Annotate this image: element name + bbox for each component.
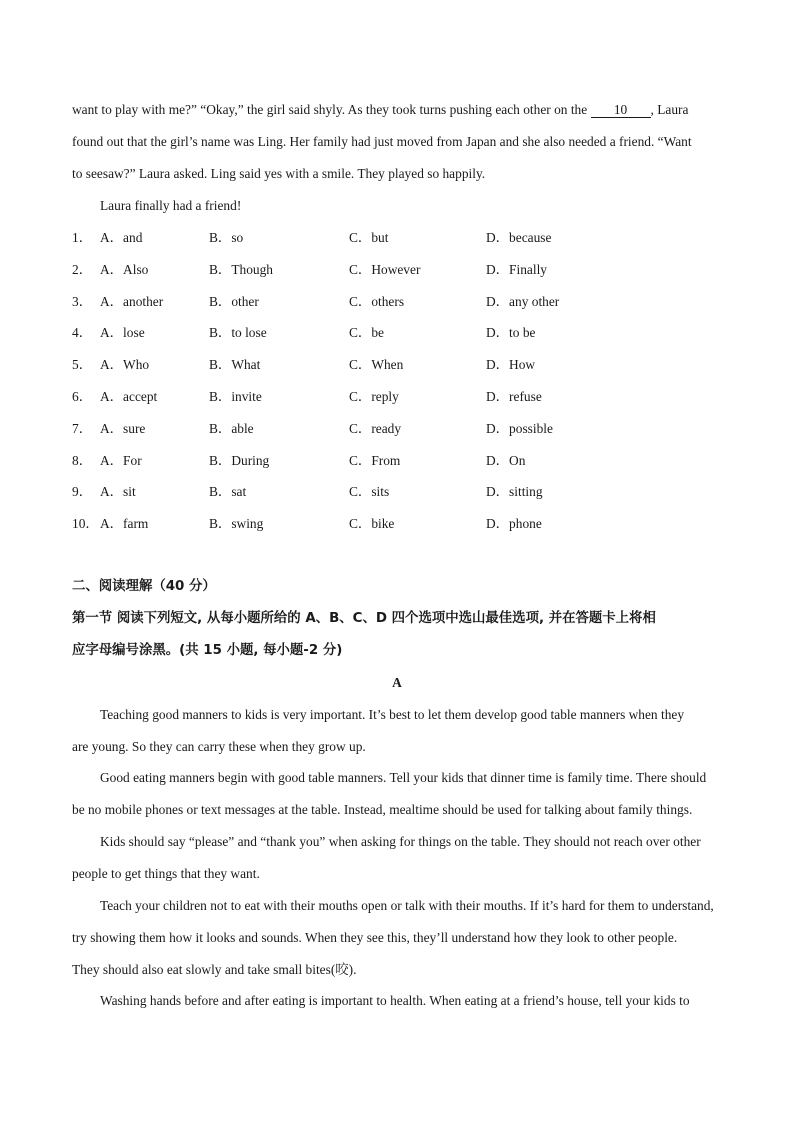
section-instruction: 应字母编号涂黑。(共 15 小题, 每小题-2 分) bbox=[72, 643, 343, 658]
option-d[interactable]: D．possible bbox=[486, 420, 553, 436]
question-row bbox=[72, 261, 632, 279]
option-a[interactable]: A．farm bbox=[100, 516, 149, 532]
option-b[interactable]: B．invite bbox=[209, 389, 262, 404]
option-b[interactable]: B．able bbox=[209, 420, 254, 436]
passage-line: Good eating manners begin with good table manners. Tell your kids that dinner time is family time. There should bbox=[100, 770, 707, 785]
option-d[interactable]: D．How bbox=[486, 357, 536, 373]
passage-line: try showing them how it looks and sounds. When they see this, they’ll understand how they look to other people. bbox=[72, 930, 678, 945]
option-b[interactable]: B．Though bbox=[209, 261, 273, 277]
passage-line: to seesaw?” Laura asked. Ling said yes with a smile. They played so happily. bbox=[72, 166, 486, 181]
question-number: 1． bbox=[72, 230, 93, 245]
option-c[interactable]: C．bike bbox=[349, 516, 395, 532]
question-number: 4． bbox=[72, 325, 93, 341]
option-b[interactable]: B．other bbox=[209, 293, 259, 309]
option-c[interactable]: C．but bbox=[349, 230, 389, 245]
question-row bbox=[72, 388, 632, 406]
option-c[interactable]: C．others bbox=[349, 293, 405, 309]
section-instruction: 第一节 阅读下列短文, 从每小题所给的 A、B、C、D 四个选项中选山最佳选项, 并在答题卡上将相 bbox=[72, 611, 656, 626]
option-a[interactable]: A．accept bbox=[100, 389, 158, 404]
option-d[interactable]: D．sitting bbox=[486, 484, 543, 500]
question-number: 7． bbox=[72, 420, 93, 436]
option-a[interactable]: A．and bbox=[100, 230, 143, 245]
option-b[interactable]: B．sat bbox=[209, 484, 247, 500]
passage-label: A bbox=[392, 675, 402, 690]
question-row bbox=[72, 324, 632, 342]
passage-text: want to play with me?” “Okay,” the girl said shyly. As they took turns pushing each other on the bbox=[72, 102, 591, 117]
passage-line: Kids should say “please” and “thank you” when asking for things on the table. They should not reach over other bbox=[100, 834, 701, 849]
option-a[interactable]: A．sure bbox=[100, 420, 146, 436]
passage-line: Laura finally had a friend! bbox=[100, 198, 242, 213]
option-c[interactable]: C．From bbox=[349, 452, 401, 468]
passage-line: found out that the girl’s name was Ling. Her family had just moved from Japan and she also needed a friend. “Want bbox=[72, 134, 692, 149]
option-b[interactable]: B．What bbox=[209, 357, 261, 373]
section-title: 二、阅读理解（40 分） bbox=[72, 579, 216, 594]
option-b[interactable]: B．During bbox=[209, 452, 270, 468]
question-number: 8． bbox=[72, 452, 93, 468]
question-row bbox=[72, 452, 632, 470]
option-d[interactable]: D．because bbox=[486, 230, 552, 245]
passage-line: are young. So they can carry these when they grow up. bbox=[72, 739, 366, 754]
option-a[interactable]: A．For bbox=[100, 452, 142, 468]
question-row bbox=[72, 293, 632, 311]
question-number: 2． bbox=[72, 261, 93, 277]
question-row bbox=[72, 356, 632, 374]
answer-blank[interactable]: 10 bbox=[591, 103, 651, 118]
passage-text: , Laura bbox=[650, 102, 689, 117]
option-a[interactable]: A．sit bbox=[100, 484, 136, 500]
option-b[interactable]: B．swing bbox=[209, 516, 264, 532]
option-c[interactable]: C．reply bbox=[349, 389, 399, 404]
question-number: 3． bbox=[72, 293, 93, 309]
option-c[interactable]: C．sits bbox=[349, 484, 390, 500]
question-number: 9． bbox=[72, 484, 93, 500]
passage-line: Teaching good manners to kids is very important. It’s best to let them develop good table manners when they bbox=[100, 707, 685, 722]
passage-line: Washing hands before and after eating is important to health. When eating at a friend’s house, tell your kids to bbox=[100, 993, 690, 1008]
option-a[interactable]: A．Who bbox=[100, 357, 150, 373]
question-row bbox=[72, 229, 632, 247]
question-number: 5． bbox=[72, 357, 93, 373]
passage-line: Teach your children not to eat with their mouths open or talk with their mouths. If it’s hard for them to understand, bbox=[100, 898, 714, 913]
question-row bbox=[72, 515, 632, 533]
question-number: 6． bbox=[72, 389, 93, 404]
option-d[interactable]: D．to be bbox=[486, 325, 536, 341]
passage-line: people to get things that they want. bbox=[72, 866, 260, 881]
option-c[interactable]: C．However bbox=[349, 261, 421, 277]
option-d[interactable]: D．Finally bbox=[486, 261, 548, 277]
option-c[interactable]: C．When bbox=[349, 357, 404, 373]
option-a[interactable]: A．Also bbox=[100, 261, 149, 277]
question-row bbox=[72, 483, 632, 501]
option-d[interactable]: D．any other bbox=[486, 293, 560, 309]
passage-line: They should also eat slowly and take small bites(咬). bbox=[72, 962, 357, 977]
option-a[interactable]: A．lose bbox=[100, 325, 145, 341]
option-d[interactable]: D．refuse bbox=[486, 389, 542, 404]
question-number: 10． bbox=[72, 516, 99, 532]
passage-line bbox=[72, 101, 688, 119]
option-c[interactable]: C．be bbox=[349, 325, 384, 341]
option-c[interactable]: C．ready bbox=[349, 420, 402, 436]
option-d[interactable]: D．phone bbox=[486, 516, 542, 532]
option-b[interactable]: B．so bbox=[209, 230, 244, 245]
option-a[interactable]: A．another bbox=[100, 293, 164, 309]
option-d[interactable]: D．On bbox=[486, 452, 526, 468]
passage-line: be no mobile phones or text messages at the table. Instead, mealtime should be used for talking about family things. bbox=[72, 802, 693, 817]
option-b[interactable]: B．to lose bbox=[209, 325, 267, 341]
question-row bbox=[72, 420, 632, 438]
